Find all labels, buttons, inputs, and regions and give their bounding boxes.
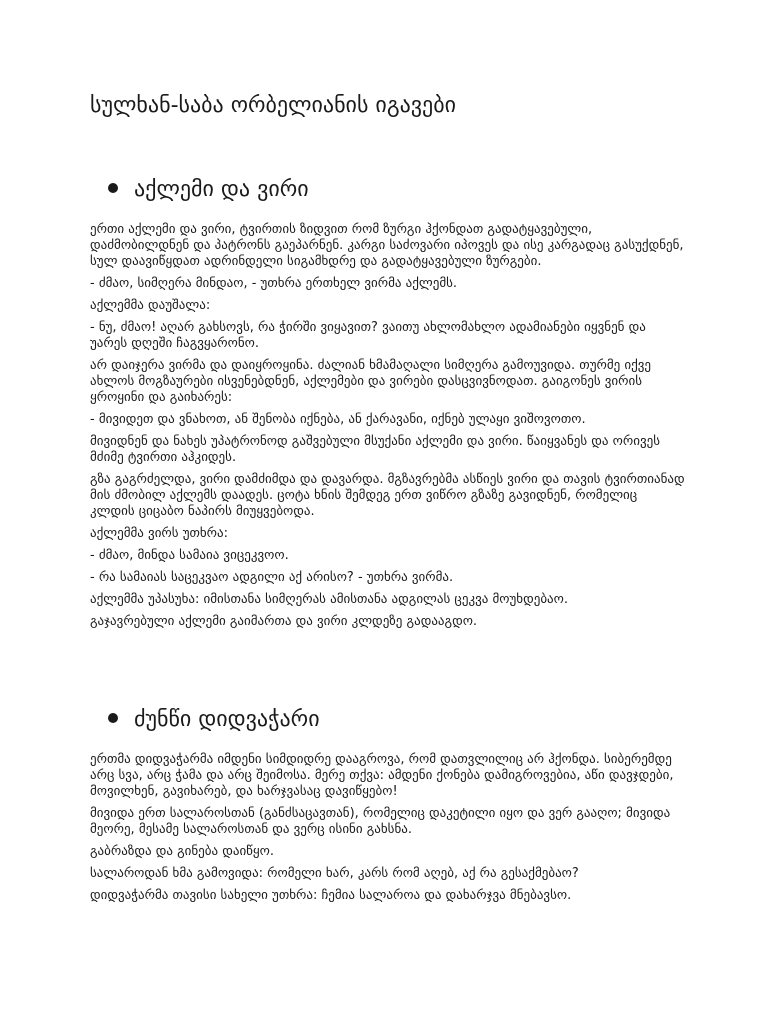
paragraph: ერთი აქლემი და ვირი, ტვირთის ზიდვით რომ ზურგი ჰქონდათ გადატყავებული, დაძმობილდნენ და პატრონს გაეპარნენ. კარგი საძოვარი იპოვეს და ისე კარგადაც გასუქდნენ, სულ დაავიწყდათ ადრინდელი სიგამხდრე და გადატყავებული ზურგები.: [90, 222, 684, 269]
paragraph: აქლემმა ვირს უთხრა:: [90, 526, 229, 541]
paragraph: - მივიდეთ და ვნახოთ, ან შენობა იქნება, ან ქარავანი, იქნებ ულაყი ვიშოვოთო.: [90, 412, 586, 427]
page-title: სულხან-საბა ორბელიანის იგავები: [90, 93, 456, 118]
paragraph: გაჯავრებული აქლემი გაიმართა და ვირი კლდეზე გადააგდო.: [90, 614, 478, 629]
paragraph: ერთმა დიდვაჭარმა იმდენი სიმდიდრე დააგროვა, რომ დათვლილიც არ ჰქონდა. სიბერემდე არც სვა, არც ჭამა და არც შეიმოსა. მერე თქვა: ამდენი ქონება დამიგროვებია, აწი დავჯდები, მოვილხენ, გავიხარებ, და ხარჯვასაც დავიწყებო!: [90, 752, 674, 799]
paragraph: გზა გაგრძელდა, ვირი დამძიმდა და დავარდა. მგზავრებმა ასწიეს ვირი და თავის ტვირთიანად მის ძმობილ აქლემს დაადეს. ცოტა ხნის შემდეგ ერთ ვიწრო გზაზე გავიდნენ, რომელიც კლდის ციცაბო ნაპირს მიუყვებოდა.: [90, 472, 685, 519]
paragraph: აქლემმა უპასუხა: იმისთანა სიმღერას ამისთანა ადგილას ცეკვა მოუხდებაო.: [90, 592, 568, 607]
section-heading-text: ძუნწი დიდვაჭარი: [134, 707, 320, 732]
paragraph: - ნუ, ძმაო! აღარ გახსოვს, რა ჭირში ვიყავით? ვაითუ ახლომახლო ადამიანები იყვნენ და უარეს დღეში ჩაგვყარონო.: [90, 320, 646, 351]
paragraph: - რა სამაიას საცეკვაო ადგილი აქ არისო? - უთხრა ვირმა.: [90, 570, 454, 585]
paragraph: სალაროდან ხმა გამოვიდა: რომელი ხარ, კარს რომ აღებ, აქ რა გესაქმებაო?: [90, 866, 579, 881]
bullet-icon: [108, 183, 118, 193]
paragraph: მივიდა ერთ სალაროსთან (განძსაცავთან), რომელიც დაკეტილი იყო და ვერ გააღო; მივიდა მეორე, მესამე სალაროსთან და ვერც ისინი გახსნა.: [90, 806, 671, 837]
paragraph: მივიდნენ და ნახეს უპატრონოდ გაშვებული მსუქანი აქლემი და ვირი. წაიყვანეს და ორივეს მძიმე ტვირთი აჰკიდეს.: [90, 434, 661, 465]
section-heading-text: აქლემი და ვირი: [134, 177, 309, 202]
paragraph: გაბრაზდა და გინება დაიწყო.: [90, 844, 274, 859]
paragraph: არ დაიჯერა ვირმა და დაიყროყინა. ძალიან ხმამაღალი სიმღერა გამოუვიდა. თურმე იქვე ახლოს მოგზაურები ისვენებდნენ, აქლემები და ვირები დასცვივნოდათ. გაიგონეს ვირის ყროყინი და გაიხარეს:: [90, 358, 652, 405]
section-body-camel-and-donkey: [90, 222, 685, 636]
paragraph: - ძმაო, მინდა სამაია ვიცეკვოო.: [90, 548, 289, 563]
section-body-miserly-merchant: [90, 752, 685, 910]
paragraph: დიდვაჭარმა თავისი სახელი უთხრა: ჩემია სალაროა და დახარჯვა მნებავსო.: [90, 888, 572, 903]
bullet-icon: [108, 713, 118, 723]
paragraph: - ძმაო, სიმღერა მინდაო, - უთხრა ერთხელ ვირმა აქლემს.: [90, 276, 458, 291]
paragraph: აქლემმა დაუშალა:: [90, 298, 211, 313]
section-heading-miserly-merchant: [90, 704, 320, 736]
section-heading-camel-and-donkey: [90, 174, 309, 206]
